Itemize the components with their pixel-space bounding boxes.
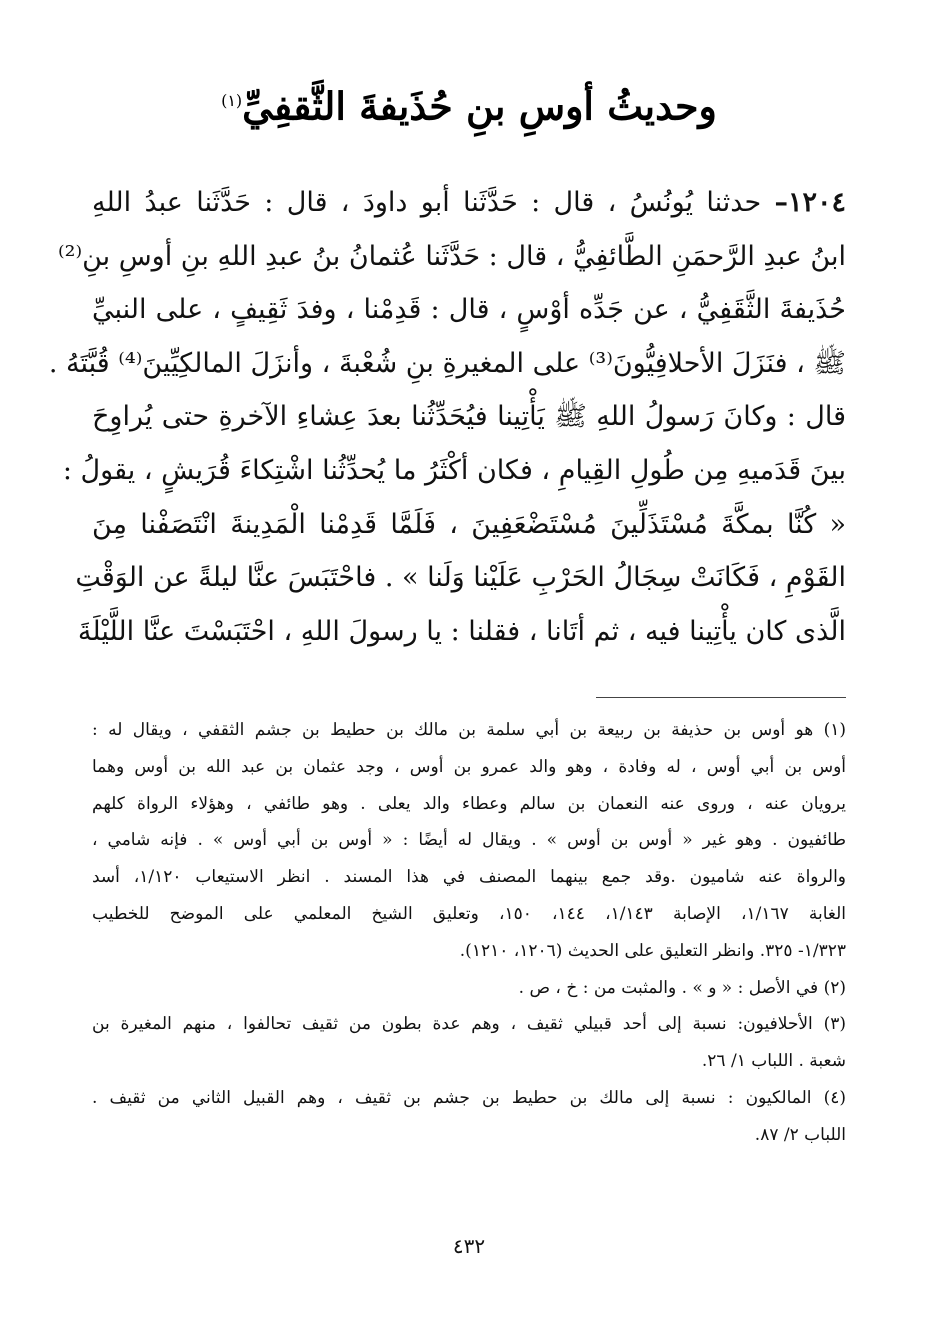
title-footnote-marker[interactable]: (١) — [221, 91, 243, 110]
hadith-line-4: ﷺ ، فنَزَلَ الأحلافِيُّونَ⁽³⁾ على المغيرةِ بنِ شُعْبةَ ، وأنزَلَ المالكِيِّينَ⁽⁴⁾ قُبَّتَهُ . — [48, 347, 846, 379]
footnote-4-line: اللباب ٢/ ٨٧. — [754, 1124, 846, 1145]
footnote-2-line: (٢) في الأصل : « و » . والمثبت من : خ ، ص . — [518, 977, 846, 998]
footnote-1 — [92, 712, 846, 970]
footnote-1-line: طائفيون . وهو غير « أوس بن أوس » . ويقال له أيضًا : « أوس بن أبي أوس » . فإنه شامي ، — [92, 830, 846, 851]
hadith-line-1 — [92, 176, 846, 230]
footnote-3 — [92, 1006, 846, 1080]
hadith-line-2: ابنُ عبدِ الرَّحمَنِ الطَّائفِيُّ ، قال : حَدَّثَنا عُثمانُ بنُ عبدِ اللهِ بنِ أوسِ بنِ⁽²⁾ — [57, 240, 846, 272]
footnote-1-line: (١) هو أوس بن حذيفة بن ربيعة بن أبي سلمة بن مالك بن حطيط بن جشم الثقفي ، ويقال له : — [92, 720, 847, 740]
footnote-3-line: (٣) الأحلافيون: نسبة إلى أحد قبيلي ثقيف ، وهم عدة بطون من ثقيف تحالفوا ، منهم المغيرة بن — [92, 1014, 846, 1035]
footnote-divider — [596, 697, 846, 698]
page-number: ٤٣٢ — [452, 1234, 486, 1258]
footnote-1-line: أوس بن أبي أوس ، له وفادة ، وهو والد عمرو بن أوس ، وجد عثمان بن عبد الله بن أوس وهما — [92, 756, 846, 777]
hadith-line-6: بينَ قَدَميهِ مِن طُولِ القِيامِ ، فكان أكْثَرُ ما يُحدِّثُنا اشْتِكاءَ قُرَيشٍ ، يقولُ : — [62, 454, 846, 486]
hadith-line-5: قال : وكانَ رَسولُ اللهِ ﷺ يَأْتِينا فيُحَدِّثُنا بعدَ عِشاءِ الآخرةِ حتى يُراوِحَ — [92, 401, 846, 433]
hadith-line-1-text: حدثنا يُونُسُ ، قال : حَدَّثَنا أبو داودَ ، قال : حَدَّثَنا عبدُ اللهِ — [92, 187, 762, 218]
footnote-4-line: (٤) المالكيون : نسبة إلى مالك بن حطيط بن جشم بن ثقيف ، وهم القبيل الثاني من ثقيف . — [92, 1087, 846, 1108]
hadith-line-8: القَوْمِ ، فَكَانَتْ سِجَالُ الحَرْبِ عَلَيْنا وَلَنا » . فاحْتَبَسَ عنَّا ليلةً عن الوَقْتِ — [75, 562, 846, 594]
footnote-3-line: شعبة . اللباب ١/ ٢٦. — [701, 1051, 846, 1072]
hadith-line-3: حُذَيفةَ الثَّقَفِيُّ ، عن جَدِّه أوْسٍ ، قال : قَدِمْنا ، وفدَ ثَقِيفٍ ، على النبيِّ — [92, 294, 846, 326]
footnote-1-line: والرواة عنه شاميون .وقد جمع بينهما المصنف في هذا المسند . انظر الاستيعاب ١/١٢٠، أسد — [92, 867, 847, 888]
footnote-1-line: يرويان عنه ، وروى عنه النعمان بن سالم وعطاء والد يعلى . وهو طائفي ، وهؤلاء الرواة كلهم — [92, 793, 846, 814]
hadith-number: ١٢٠٤– — [774, 187, 846, 218]
chapter-title — [0, 74, 938, 134]
chapter-title-text: وحديثُ أوسِ بنِ حُذَيفةَ الثَّقفِيِّ — [242, 83, 717, 129]
footnotes — [92, 712, 846, 1154]
footnote-1-line: ١/٣٢٣- ٣٢٥. وانظر التعليق على الحديث (١٢٠٦، ١٢١٠). — [459, 940, 846, 961]
footnote-1-line: الغابة ١/١٦٧، الإصابة ١/١٤٣، ١٤٤، ١٥٠، وتعليق الشيخ المعلمي على الموضح للخطيب — [92, 903, 846, 924]
hadith-text — [48, 176, 846, 658]
footnote-2 — [92, 970, 846, 1007]
hadith-line-7: « كُنَّا بمكَّةَ مُسْتَذَلِّينَ مُسْتَضْعَفِينَ ، فَلَمَّا قَدِمْنا الْمَدِينةَ انْتَصَفْنا مِنَ — [92, 508, 846, 540]
footnote-4 — [92, 1080, 846, 1154]
hadith-line-9: الَّذى كان يأْتِينا فيه ، ثم أتَانا ، فقلنا : يا رسولَ اللهِ ، احْتَبَسْتَ عنَّا اللَّيْلَةَ — [77, 615, 846, 647]
